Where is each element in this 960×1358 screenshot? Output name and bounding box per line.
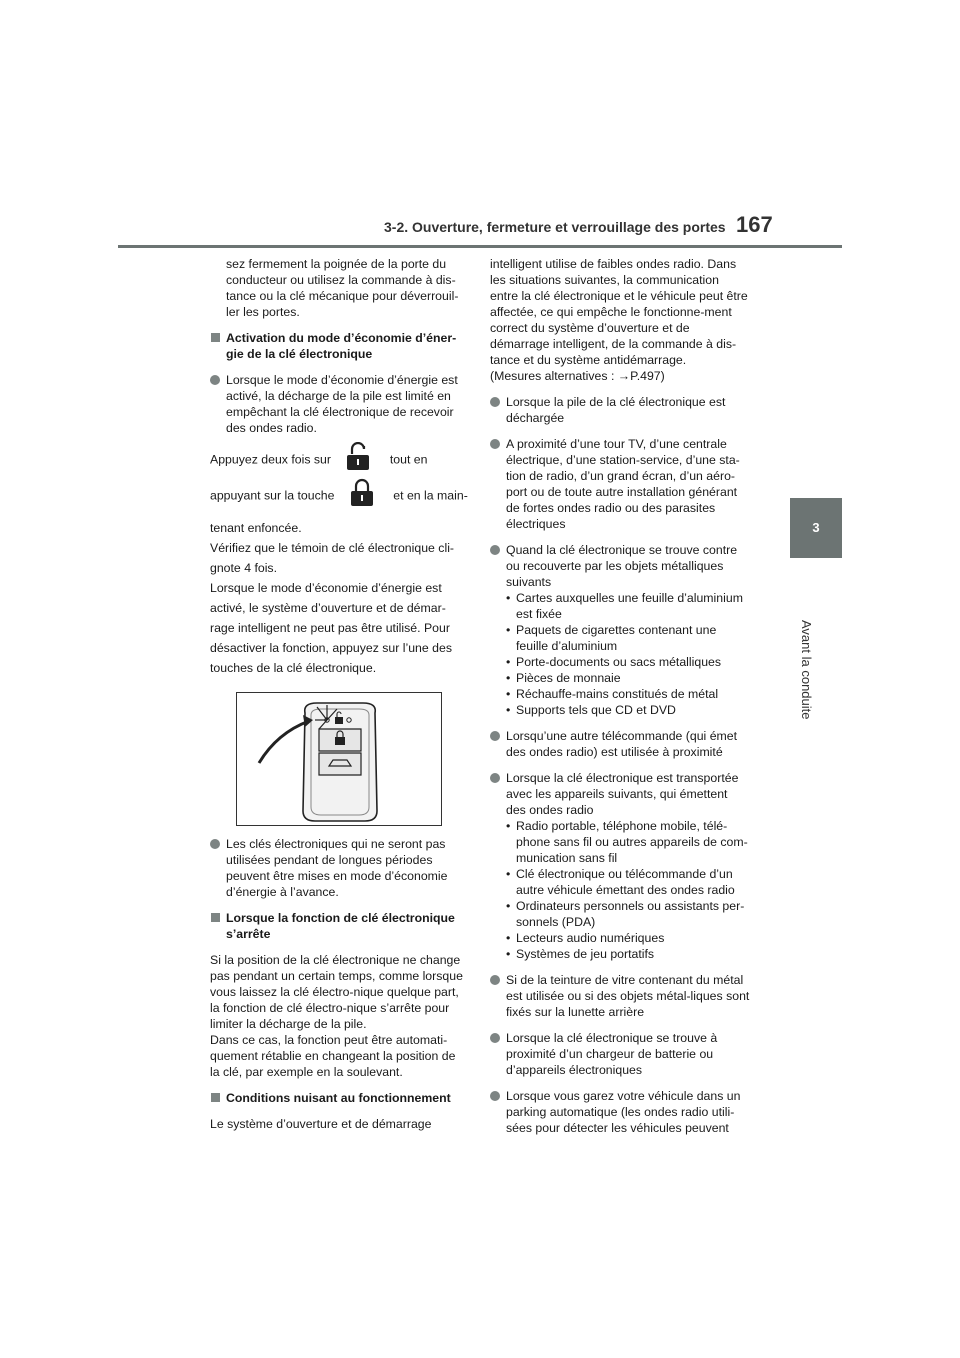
bullet-item: [490, 542, 750, 718]
circle-bullet-icon: [490, 1091, 500, 1101]
heading-text: Activation du mode d’économie d’éner-gie de la clé électronique: [226, 331, 457, 361]
instruction-line: [210, 442, 468, 478]
square-bullet-icon: [211, 1093, 220, 1102]
paragraph: Si la position de la clé électronique ne change pas pendant un certain temps, comme lorsque vous laissez la clé électro-nique quelque part, la fonction de clé électro-nique s’arrête pour limiter la décharge de la pile.: [210, 953, 463, 1031]
sub-item-text: Ordinateurs personnels ou assistants per-sonnels (PDA): [516, 899, 745, 929]
instruction-line: touches de la clé électronique.: [210, 661, 377, 675]
circle-bullet-icon: [490, 731, 500, 741]
chapter-tab-number: 3: [790, 498, 842, 558]
bullet-text: Lorsque la pile de la clé électronique est déchargée: [506, 395, 726, 425]
paragraph: intelligent utilise de faibles ondes radio. Dans les situations suivantes, la communication entre la clé électronique et le véhicule peut être affectée, ce qui empêche le fonctionne-ment correct du système d’ouverture et de démarrage intelligent, de la commande à dis-tance et du système antidémarrage.: [490, 257, 748, 367]
circle-bullet-icon: [490, 397, 500, 407]
sub-list-item: • Porte-documents ou sacs métalliques: [506, 655, 722, 669]
instruction-text: et en la main-: [393, 488, 468, 503]
instruction-line: rage intelligent ne peut pas être utilisé. Pour: [210, 621, 450, 635]
sub-item-text: Pièces de monnaie: [516, 671, 621, 685]
bullet-item: [490, 770, 750, 962]
instruction-line: tenant enfoncée.: [210, 521, 302, 535]
chapter-tab-label-text: Avant la conduite: [799, 620, 814, 720]
electronic-key-drawing: [237, 693, 441, 825]
paragraph: Dans ce cas, la fonction peut être automati-quement rétablie en changeant la position de la clé, par exemple en la soulevant.: [210, 1033, 456, 1079]
bullet-item: [490, 1030, 750, 1078]
circle-bullet-icon: [490, 773, 500, 783]
sub-list-item: • Ordinateurs personnels ou assistants per-sonnels (PDA): [506, 899, 745, 929]
circle-bullet-icon: [490, 975, 500, 985]
paragraph: Le système d’ouverture et de démarrage: [210, 1117, 432, 1131]
bullet-item: [490, 394, 750, 426]
square-bullet-icon: [211, 913, 220, 922]
instruction-text: tout en: [389, 452, 428, 467]
bullet-item: [490, 1088, 750, 1136]
unlock-icon: [338, 442, 382, 478]
sub-item-text: Paquets de cigarettes contenant une feuille d’aluminium: [516, 623, 717, 653]
bullet-item: [490, 972, 750, 1020]
sub-item-text: Systèmes de jeu portatifs: [516, 947, 655, 961]
sub-list-item: • Paquets de cigarettes contenant une feuille d’aluminium: [506, 623, 717, 653]
bullet-text: Quand la clé électronique se trouve contre ou recouverte par les objets métalliques suivants: [506, 543, 738, 589]
sub-list-item: • Clé électronique ou télécommande d’un autre véhicule émettant des ondes radio: [506, 867, 735, 897]
lock-icon: [342, 478, 386, 514]
sub-list-item: • Radio portable, téléphone mobile, télé-phone sans fil ou autres appareils de com-munication sans fil: [506, 819, 748, 865]
instruction-block: [210, 442, 468, 678]
section-title: 3-2. Ouverture, fermeture et verrouillage des portes: [384, 219, 726, 235]
sub-item-text: Radio portable, téléphone mobile, télé-phone sans fil ou autres appareils de com-munication sans fil: [516, 819, 748, 865]
instruction-line: Lorsque le mode d’économie d’énergie est: [210, 581, 442, 595]
sub-list-item: • Lecteurs audio numériques: [506, 931, 665, 945]
heading-text: Lorsque la fonction de clé électronique s’arrête: [226, 911, 455, 941]
sub-item-text: Réchauffe-mains constitués de métal: [516, 687, 719, 701]
sub-item-text: Lecteurs audio numériques: [516, 931, 665, 945]
section-heading: [210, 910, 468, 942]
section-heading: [210, 330, 468, 362]
instruction-line: activé, le système d’ouverture et de démar-: [210, 601, 446, 615]
section-heading: [210, 1090, 468, 1106]
bullet-text: Les clés électroniques qui ne seront pas utilisées pendant de longues périodes peuvent être mises en mode d’économie d’énergie à l’avance.: [226, 837, 448, 899]
bullet-text: Si de la teinture de vitre contenant du métal est utilisée ou si des objets métal-liques sont fixés sur la lunette arrière: [506, 973, 750, 1019]
bullet-text: Lorsque le mode d’économie d’énergie est activé, la décharge de la pile est limité en empêchant la clé électronique de recevoir des ondes radio.: [226, 373, 458, 435]
instruction-line: désactiver la fonction, appuyez sur l’une des: [210, 641, 452, 655]
sub-item-text: Cartes auxquelles une feuille d’aluminium est fixée: [516, 591, 743, 621]
bullet-item: [210, 836, 468, 900]
sub-list: [490, 818, 750, 962]
square-bullet-icon: [211, 333, 220, 342]
sub-list-item: • Systèmes de jeu portatifs: [506, 947, 655, 961]
bullet-text: Lorsque vous garez votre véhicule dans un parking automatique (les ondes radio utili-sées pour détecter les véhicules peuvent: [506, 1089, 741, 1135]
paragraph: (Mesures alternatives : →P.497): [490, 369, 665, 383]
bullet-text: Lorsque la clé électronique se trouve à proximité d’un chargeur de batterie ou d’appareils électroniques: [506, 1031, 718, 1077]
instruction-text: appuyant sur la touche: [210, 488, 335, 503]
bullet-text: Lorsqu’une autre télécommande (qui émet des ondes radio) est utilisée à proximité: [506, 729, 738, 759]
sub-list-item: • Pièces de monnaie: [506, 671, 621, 685]
sub-list: [490, 590, 750, 718]
heading-text: Conditions nuisant au fonctionnement: [226, 1091, 451, 1105]
sub-list-item: • Réchauffe-mains constitués de métal: [506, 687, 719, 701]
bullet-item: [210, 372, 468, 436]
header-rule: [118, 245, 842, 248]
sub-item-text: Porte-documents ou sacs métalliques: [516, 655, 722, 669]
instruction-line: gnote 4 fois.: [210, 561, 277, 575]
left-column: [210, 256, 468, 1132]
key-illustration: [236, 692, 442, 826]
circle-bullet-icon: [490, 1033, 500, 1043]
page-number: 167: [736, 212, 773, 237]
paragraph: sez fermement la poignée de la porte du conducteur ou utilisez la commande à dis-tance ou la clé mécanique pour déverrouil-ler les portes.: [226, 257, 459, 319]
bullet-text: Lorsque la clé électronique est transportée avec les appareils suivants, qui émettent des ondes radio: [506, 771, 739, 817]
instruction-line: [210, 478, 468, 514]
bullet-item: [490, 436, 750, 532]
circle-bullet-icon: [210, 839, 220, 849]
bullet-text: A proximité d’une tour TV, d’une centrale électrique, d’une station-service, d’une sta-tion de radio, d’un grand écran, d’un aéro-port ou de toute autre installation générant de fortes ondes radio ou des parasites électriques: [506, 437, 740, 531]
sub-list-item: • Supports tels que CD et DVD: [506, 703, 676, 717]
circle-bullet-icon: [490, 545, 500, 555]
sub-list-item: • Cartes auxquelles une feuille d’aluminium est fixée: [506, 591, 743, 621]
circle-bullet-icon: [490, 439, 500, 449]
right-column: [490, 256, 750, 1146]
bullet-item: [490, 728, 750, 760]
sub-item-text: Supports tels que CD et DVD: [516, 703, 676, 717]
sub-item-text: Clé électronique ou télécommande d’un autre véhicule émettant des ondes radio: [516, 867, 735, 897]
circle-bullet-icon: [210, 375, 220, 385]
instruction-text: Appuyez deux fois sur: [210, 452, 331, 467]
instruction-line: Vérifiez que le témoin de clé électronique cli-: [210, 541, 455, 555]
